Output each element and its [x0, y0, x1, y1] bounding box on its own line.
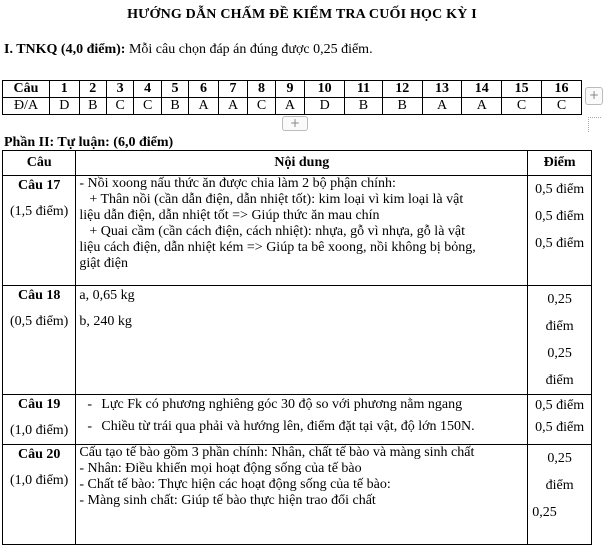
score-value: 0,25 — [532, 505, 557, 520]
content-line: a, 0,65 kg — [79, 288, 135, 303]
question-number: 7 — [218, 81, 248, 98]
row-label-question: Câu — [3, 81, 50, 98]
answer-cell: B — [382, 98, 422, 115]
content-line: giật điện — [79, 256, 128, 271]
content-line: liệu cách điện, dẫn nhiệt kém => Giúp ta bê xoong, nồi không bị bỏng, — [79, 240, 476, 255]
score-value: 0,5 điểm — [535, 182, 585, 197]
header-score: Điểm — [528, 151, 592, 176]
header-content: Nội dung — [76, 151, 528, 176]
question-number: 4 — [134, 81, 161, 98]
score-value: 0,25 — [547, 292, 572, 307]
answer-table — [2, 80, 582, 115]
question-number: 14 — [462, 81, 502, 98]
answer-number-row — [3, 81, 582, 98]
add-row-button[interactable]: + — [282, 116, 308, 131]
essay-row-18 — [3, 286, 592, 395]
answer-cell: A — [422, 98, 462, 115]
answer-cell: D — [305, 98, 345, 115]
score-cell — [528, 286, 592, 395]
content-line: b, 240 kg — [79, 314, 132, 329]
score-value: 0,5 điểm — [535, 420, 585, 435]
question-name: Câu 20 — [17, 447, 61, 462]
question-points: (0,5 điểm) — [10, 314, 69, 329]
content-line: Cấu tạo tế bào gồm 3 phần chính: Nhân, chất tế bào và màng sinh chất — [79, 445, 475, 460]
answer-content — [76, 286, 528, 395]
essay-row-20 — [3, 445, 592, 545]
header-question: Câu — [3, 151, 76, 176]
essay-header-row — [3, 151, 592, 176]
add-column-button[interactable]: + — [585, 87, 603, 105]
answer-cell: B — [79, 98, 106, 115]
content-line: - Chất tế bào: Thực hiện các hoạt động sống của tế bào: — [79, 477, 391, 492]
content-line: liệu dẫn điện, dẫn nhiệt tốt => Giúp thức ăn mau chín — [79, 208, 380, 223]
part1-text: Mỗi câu chọn đáp án đúng được 0,25 điểm. — [125, 42, 373, 57]
answer-cell: A — [462, 98, 502, 115]
part2-heading: Phần II: Tự luận: (6,0 điểm) — [4, 135, 174, 150]
table-resize-handle[interactable] — [588, 117, 601, 132]
question-number: 16 — [542, 81, 582, 98]
question-number: 9 — [275, 81, 305, 98]
content-line: - Nhân: Điều khiển mọi hoạt động sống của tế bào — [79, 461, 362, 476]
question-points: (1,0 điểm) — [10, 473, 69, 488]
part1-label: I. TNKQ (4,0 điểm): — [4, 42, 126, 57]
answer-content — [76, 445, 528, 545]
content-line: - Chiều từ trái qua phải và hướng lên, điểm đặt tại vật, độ lớn 150N. — [79, 419, 527, 435]
question-number: 10 — [305, 81, 345, 98]
score-value: 0,25 — [547, 346, 572, 361]
answer-cell: A — [189, 98, 219, 115]
question-number: 15 — [502, 81, 542, 98]
content-line: - Màng sinh chất: Giúp tế bào thực hiện trao đổi chất — [79, 493, 376, 508]
score-value: 0,5 điểm — [535, 398, 585, 413]
score-value: 0,5 điểm — [535, 209, 585, 224]
answer-cell: C — [134, 98, 161, 115]
question-name: Câu 17 — [17, 178, 61, 193]
question-number: 1 — [50, 81, 80, 98]
answer-cell: C — [248, 98, 275, 115]
question-name: Câu 18 — [17, 288, 61, 303]
score-cell — [528, 176, 592, 286]
question-number: 3 — [106, 81, 133, 98]
question-number: 2 — [79, 81, 106, 98]
score-value: điểm — [545, 373, 574, 388]
score-value: điểm — [545, 319, 574, 334]
answer-cell: B — [345, 98, 383, 115]
content-line: + Thân nồi (cần dẫn điện, dẫn nhiệt tốt): kim loại vì kim loại là vật — [89, 192, 464, 207]
score-value: 0,25 — [547, 451, 572, 466]
question-number: 11 — [345, 81, 383, 98]
answer-content — [76, 176, 528, 286]
answer-cell: A — [275, 98, 305, 115]
score-cell — [528, 445, 592, 545]
answer-cell: C — [106, 98, 133, 115]
score-value: điểm — [545, 478, 574, 493]
score-value: 0,5 điểm — [535, 236, 585, 251]
essay-row-19 — [3, 395, 592, 445]
essay-table — [2, 150, 592, 545]
question-name: Câu 19 — [17, 397, 61, 412]
content-line: - Lực Fk có phương nghiêng góc 30 độ so với phương nằm ngang — [79, 397, 527, 413]
question-number: 13 — [422, 81, 462, 98]
question-points: (1,0 điểm) — [10, 423, 69, 438]
document-title: HƯỚNG DẪN CHẤM ĐỀ KIỂM TRA CUỐI HỌC KỲ I — [127, 7, 477, 22]
question-number: 5 — [161, 81, 188, 98]
question-number: 12 — [382, 81, 422, 98]
answer-cell: C — [502, 98, 542, 115]
answer-cell: C — [542, 98, 582, 115]
row-label-answer: Đ/A — [3, 98, 50, 115]
question-points: (1,5 điểm) — [10, 204, 69, 219]
content-line: + Quai cầm (cần cách điện, cách nhiệt): nhựa, gỗ vì nhựa, gỗ là vật — [89, 224, 466, 239]
question-number: 8 — [248, 81, 275, 98]
answer-key-row — [3, 98, 582, 115]
answer-cell: A — [218, 98, 248, 115]
part1-heading — [4, 42, 373, 58]
answer-cell: D — [50, 98, 80, 115]
content-line: - Nồi xoong nấu thức ăn được chia làm 2 bộ phận chính: — [79, 176, 396, 191]
essay-row-17 — [3, 176, 592, 286]
score-cell — [528, 395, 592, 445]
answer-content — [76, 395, 528, 445]
answer-cell: B — [161, 98, 188, 115]
question-number: 6 — [189, 81, 219, 98]
